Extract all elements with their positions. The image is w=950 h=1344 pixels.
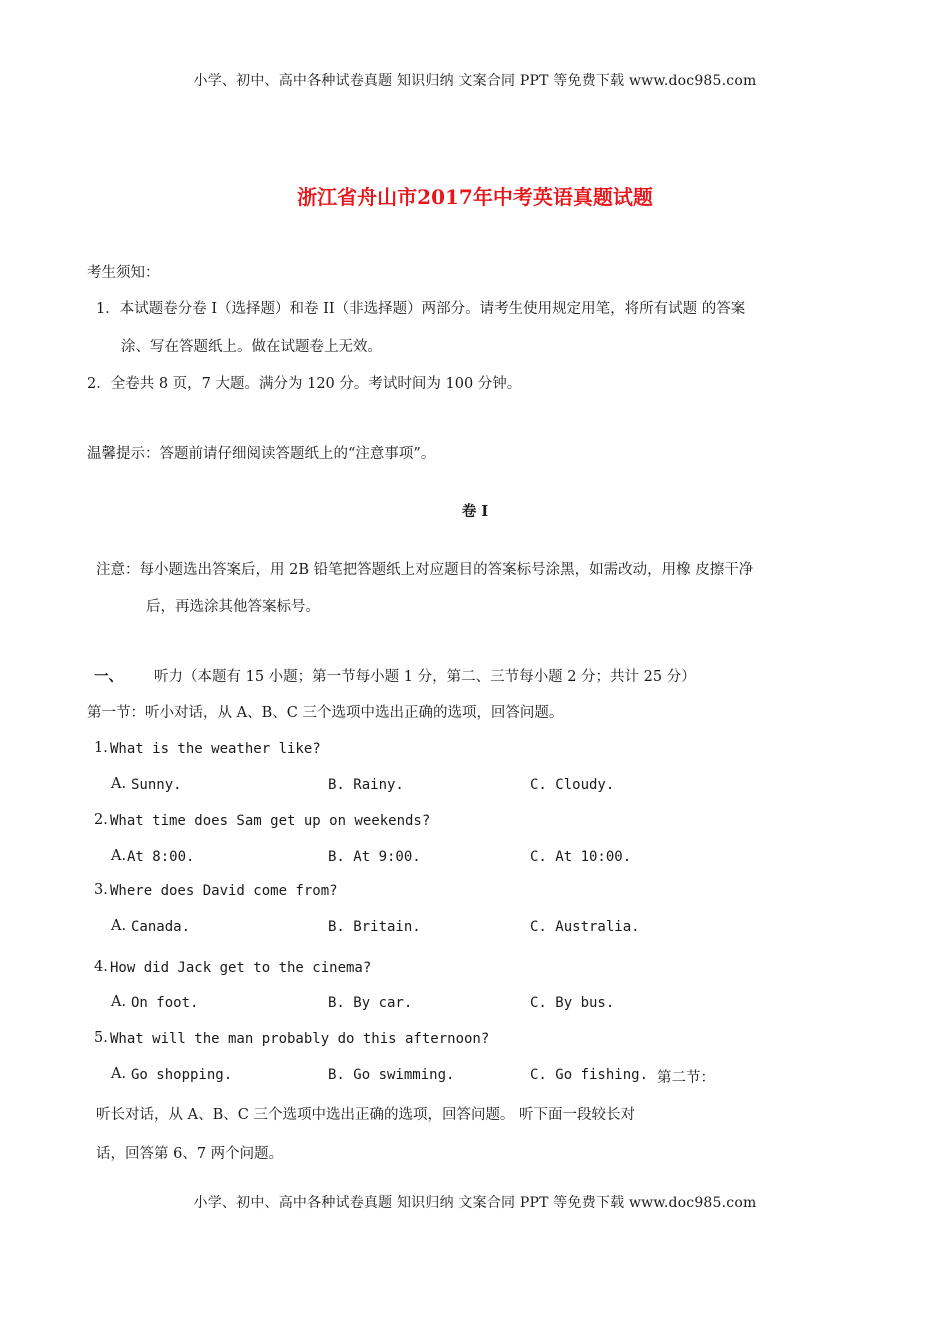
question-number: 3. — [94, 882, 108, 898]
option-a-letter: A. — [111, 1066, 127, 1082]
option-c: C. Go fishing. — [530, 1067, 649, 1083]
option-c: C. Cloudy. — [530, 777, 615, 793]
option-a-letter: A. — [111, 848, 127, 864]
question-text: What is the weather like? — [110, 741, 321, 757]
question-number: 4. — [94, 959, 108, 975]
option-a-letter: A. — [111, 776, 127, 792]
part-2-label: 第二节： — [657, 1070, 715, 1086]
question-text: How did Jack get to the cinema? — [110, 960, 372, 976]
question-text: What time does Sam get up on weekends? — [110, 813, 431, 829]
option-a-letter: A. — [111, 994, 127, 1010]
question-number: 2. — [94, 812, 108, 828]
page-title: 浙江省舟山市2017年中考英语真题试题 — [297, 185, 653, 209]
option-b: B. By car. — [328, 995, 413, 1011]
notice-item-1-cont: 涂、写在答题纸上。做在试题卷上无效。 — [121, 339, 382, 355]
question-number: 1. — [94, 740, 108, 756]
caution-line-1: 注意：每小题选出答案后，用 2B 铅笔把答题纸上对应题目的答案标号涂黑，如需改动，用橡 皮擦干净 — [96, 562, 754, 578]
notice-item-1: 1．本试题卷分卷 I（选择题）和卷 II（非选择题）两部分。请考生使用规定用笔，将所有试题 的答案 — [96, 301, 746, 317]
question-text: What will the man probably do this afternoon? — [110, 1031, 490, 1047]
notice-heading: 考生须知： — [87, 265, 160, 281]
option-b: B. At 9:00. — [328, 849, 421, 865]
option-c: C. At 10:00. — [530, 849, 632, 865]
option-c: C. Australia. — [530, 919, 640, 935]
option-c: C. By bus. — [530, 995, 615, 1011]
option-b: B. Britain. — [328, 919, 421, 935]
volume-heading: 卷 I — [461, 503, 489, 520]
caution-line-2: 后，再选涂其他答案标号。 — [146, 599, 320, 615]
part-2-instruction: 听长对话，从 A、B、C 三个选项中选出正确的选项，回答问题。 听下面一段较长对 — [96, 1107, 636, 1123]
question-text: Where does David come from? — [110, 883, 338, 899]
page-footer: 小学、初中、高中各种试卷真题 知识归纳 文案合同 PPT 等免费下载 www.doc985.com — [193, 1195, 757, 1211]
option-a: Sunny. — [131, 777, 182, 793]
option-a: On foot. — [131, 995, 199, 1011]
part-2-instruction-cont: 话，回答第 6、7 两个问题。 — [96, 1146, 284, 1162]
part-1-instruction: 第一节：听小对话，从 A、B、C 三个选项中选出正确的选项，回答问题。 — [87, 705, 564, 721]
option-b: B. Rainy. — [328, 777, 404, 793]
section-heading: 听力（本题有 15 小题；第一节每小题 1 分，第二、三节每小题 2 分；共计 25 分） — [154, 669, 696, 685]
section-number: 一、 — [94, 668, 123, 685]
notice-item-2: 2．全卷共 8 页，7 大题。满分为 120 分。考试时间为 100 分钟。 — [87, 376, 522, 392]
option-a: Go shopping. — [131, 1067, 233, 1083]
option-b: B. Go swimming. — [328, 1067, 455, 1083]
question-number: 5. — [94, 1030, 108, 1046]
option-a: Canada. — [131, 919, 191, 935]
page-header: 小学、初中、高中各种试卷真题 知识归纳 文案合同 PPT 等免费下载 www.doc985.com — [193, 73, 757, 89]
option-a: At 8:00. — [127, 849, 195, 865]
warm-tip: 温馨提示：答题前请仔细阅读答题纸上的“注意事项”。 — [87, 446, 436, 462]
option-a-letter: A. — [111, 918, 127, 934]
